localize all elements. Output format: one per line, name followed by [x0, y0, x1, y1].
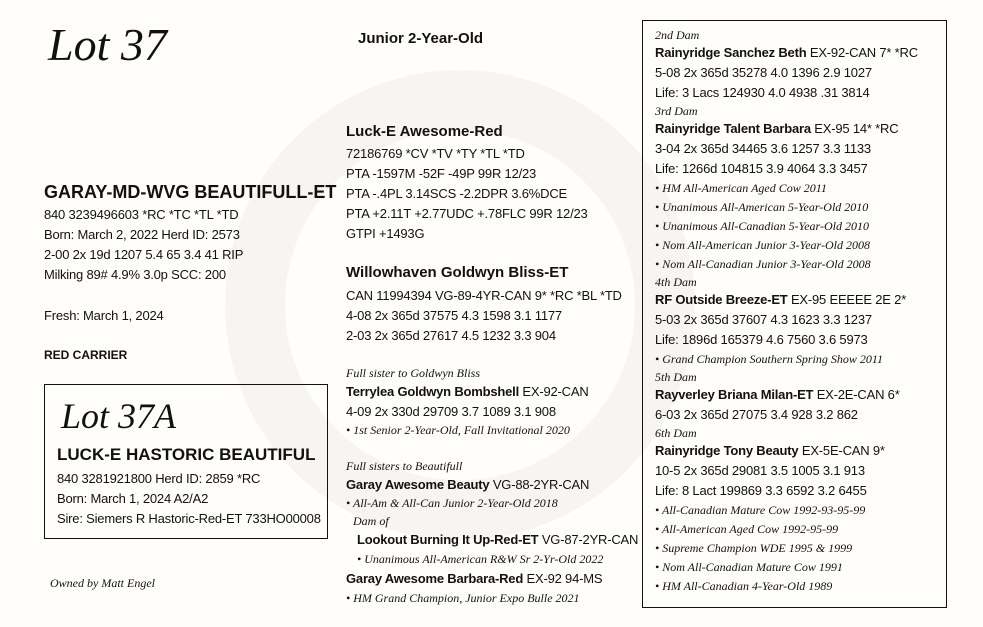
sister1-title: [346, 475, 589, 495]
d6-line: 10-5 2x 365d 29081 3.5 1005 3.1 913: [655, 463, 865, 478]
dam-name: Willowhaven Goldwyn Bliss-ET: [346, 264, 569, 281]
d3-line: Life: 1266d 104815 3.9 4064 3.3 3457: [655, 161, 868, 176]
animal-born: Born: March 2, 2022 Herd ID: 2573: [44, 227, 240, 242]
sister1-name: Garay Awesome Beauty: [346, 477, 490, 492]
sister1-note: • All-Am & All-Can Junior 2-Year-Old 2018: [346, 496, 558, 510]
d2-line: Life: 3 Lacs 124930 4.0 4938 .31 3814: [655, 85, 870, 100]
sister1b-note: • Unanimous All-American R&W Sr 2-Yr-Old 2022: [357, 552, 604, 566]
lot-37a-id: 840 3281921800 Herd ID: 2859 *RC: [57, 471, 261, 486]
d3-note: • Nom All-American Junior 3-Year-Old 2008: [655, 238, 870, 252]
animal-record: 2-00 2x 19d 1207 5.4 65 3.4 41 RIP: [44, 247, 244, 262]
d6-note: • All-American Aged Cow 1992-95-99: [655, 522, 839, 536]
sister2-note: • HM Grand Champion, Junior Expo Bulle 2021: [346, 591, 580, 605]
bombshell-note: • 1st Senior 2-Year-Old, Fall Invitational 2020: [346, 423, 570, 437]
d6-score: EX-5E-CAN 9*: [798, 443, 885, 458]
dam-label: 3rd Dam: [655, 104, 698, 118]
bombshell-name: Terrylea Goldwyn Bombshell: [346, 384, 519, 399]
dam-line: CAN 11994394 VG-89-4YR-CAN 9* *RC *BL *TD: [346, 288, 622, 303]
sister1-score: VG-88-2YR-CAN: [489, 477, 590, 492]
sister2-title: [346, 569, 602, 589]
sister2-score: EX-92 94-MS: [523, 571, 603, 586]
d6-line: Life: 8 Lact 199869 3.3 6592 3.2 6455: [655, 483, 867, 498]
d4-line: Life: 1896d 165379 4.6 7560 3.6 5973: [655, 332, 868, 347]
d5-name: Rayverley Briana Milan-ET: [655, 387, 814, 402]
lot-37a-born: Born: March 1, 2024 A2/A2: [57, 491, 209, 506]
d6-note: • All-Canadian Mature Cow 1992-93-95-99: [655, 503, 866, 517]
d3-line: 3-04 2x 365d 34465 3.6 1257 3.3 1133: [655, 141, 871, 156]
bombshell-score: EX-92-CAN: [519, 384, 589, 399]
sire-line: PTA +2.11T +2.77UDC +.78FLC 99R 12/23: [346, 206, 588, 221]
dam-line: 2-03 2x 365d 27617 4.5 1232 3.3 904: [346, 328, 556, 343]
sister1b-score: VG-87-2YR-CAN: [538, 532, 639, 547]
lot-title: Lot 37: [48, 19, 167, 70]
d5-title: [655, 385, 941, 405]
sire-line: PTA -.4PL 3.14SCS -2.2DPR 3.6%DCE: [346, 186, 567, 201]
d2-name: Rainyridge Sanchez Beth: [655, 45, 807, 60]
d3-name: Rainyridge Talent Barbara: [655, 121, 811, 136]
d3-note: • Nom All-Canadian Junior 3-Year-Old 2008: [655, 257, 871, 271]
sister1b-title: [357, 530, 638, 550]
animal-fresh: Fresh: March 1, 2024: [44, 308, 164, 323]
class-label: Junior 2-Year-Old: [358, 30, 484, 47]
animal-id: 840 3239496603 *RC *TC *TL *TD: [44, 207, 239, 222]
bombshell-title: [346, 382, 589, 402]
pedigree-content: [655, 27, 941, 596]
d2-score: EX-92-CAN 7* *RC: [806, 45, 918, 60]
d4-title: [655, 290, 941, 310]
d4-note: • Grand Champion Southern Spring Show 2011: [655, 352, 883, 366]
d5-score: EX-2E-CAN 6*: [813, 387, 900, 402]
d6-note: • Supreme Champion WDE 1995 & 1999: [655, 541, 853, 555]
d2-title: [655, 43, 941, 63]
animal-milking: Milking 89# 4.9% 3.0p SCC: 200: [44, 267, 226, 282]
d6-name: Rainyridge Tony Beauty: [655, 443, 799, 458]
animal-name: GARAY-MD-WVG BEAUTIFULL-ET: [44, 182, 337, 202]
d3-score: EX-95 14* *RC: [810, 121, 899, 136]
lot-37a-title: Lot 37A: [61, 396, 177, 436]
dam-label: 6th Dam: [655, 426, 697, 440]
bombshell-record: 4-09 2x 330d 29709 3.7 1089 3.1 908: [346, 404, 556, 419]
d5-line: 6-03 2x 365d 27075 3.4 928 3.2 862: [655, 407, 858, 422]
full-sister-heading: Full sister to Goldwyn Bliss: [346, 366, 481, 380]
d4-line: 5-03 2x 365d 37607 4.3 1623 3.3 1237: [655, 312, 872, 327]
pedigree-box: [642, 20, 947, 608]
red-carrier: RED CARRIER: [44, 348, 128, 362]
d6-note: • HM All-Canadian 4-Year-Old 1989: [655, 579, 833, 593]
lot-37a-name: LUCK-E HASTORIC BEAUTIFUL: [57, 445, 316, 464]
dam-of-label: Dam of: [353, 514, 389, 528]
d6-note: • Nom All-Canadian Mature Cow 1991: [655, 560, 843, 574]
d3-title: [655, 119, 941, 139]
sire-line: GTPI +1493G: [346, 226, 425, 241]
d3-note: • Unanimous All-Canadian 5-Year-Old 2010: [655, 219, 869, 233]
dam-label: 4th Dam: [655, 275, 697, 289]
sire-line: PTA -1597M -52F -49P 99R 12/23: [346, 166, 537, 181]
sister1b-name: Lookout Burning It Up-Red-ET: [357, 532, 539, 547]
d4-score: EX-95 EEEEE 2E 2*: [787, 292, 907, 307]
dam-label: 5th Dam: [655, 370, 697, 384]
full-sisters-heading: Full sisters to Beautifull: [346, 459, 463, 473]
sire-line: 72186769 *CV *TV *TY *TL *TD: [346, 146, 525, 161]
d2-line: 5-08 2x 365d 35278 4.0 1396 2.9 1027: [655, 65, 872, 80]
d3-note: • Unanimous All-American 5-Year-Old 2010: [655, 200, 869, 214]
sire-name: Luck-E Awesome-Red: [346, 123, 503, 140]
owner: Owned by Matt Engel: [50, 576, 155, 590]
lot-37a-box: [44, 384, 328, 539]
d3-note: • HM All-American Aged Cow 2011: [655, 181, 827, 195]
dam-label: 2nd Dam: [655, 28, 700, 42]
d6-title: [655, 441, 941, 461]
lot-37a-sire: Sire: Siemers R Hastoric-Red-ET 733HO00008: [57, 511, 321, 526]
dam-line: 4-08 2x 365d 37575 4.3 1598 3.1 1177: [346, 308, 562, 323]
sister2-name: Garay Awesome Barbara-Red: [346, 571, 524, 586]
d4-name: RF Outside Breeze-ET: [655, 292, 788, 307]
